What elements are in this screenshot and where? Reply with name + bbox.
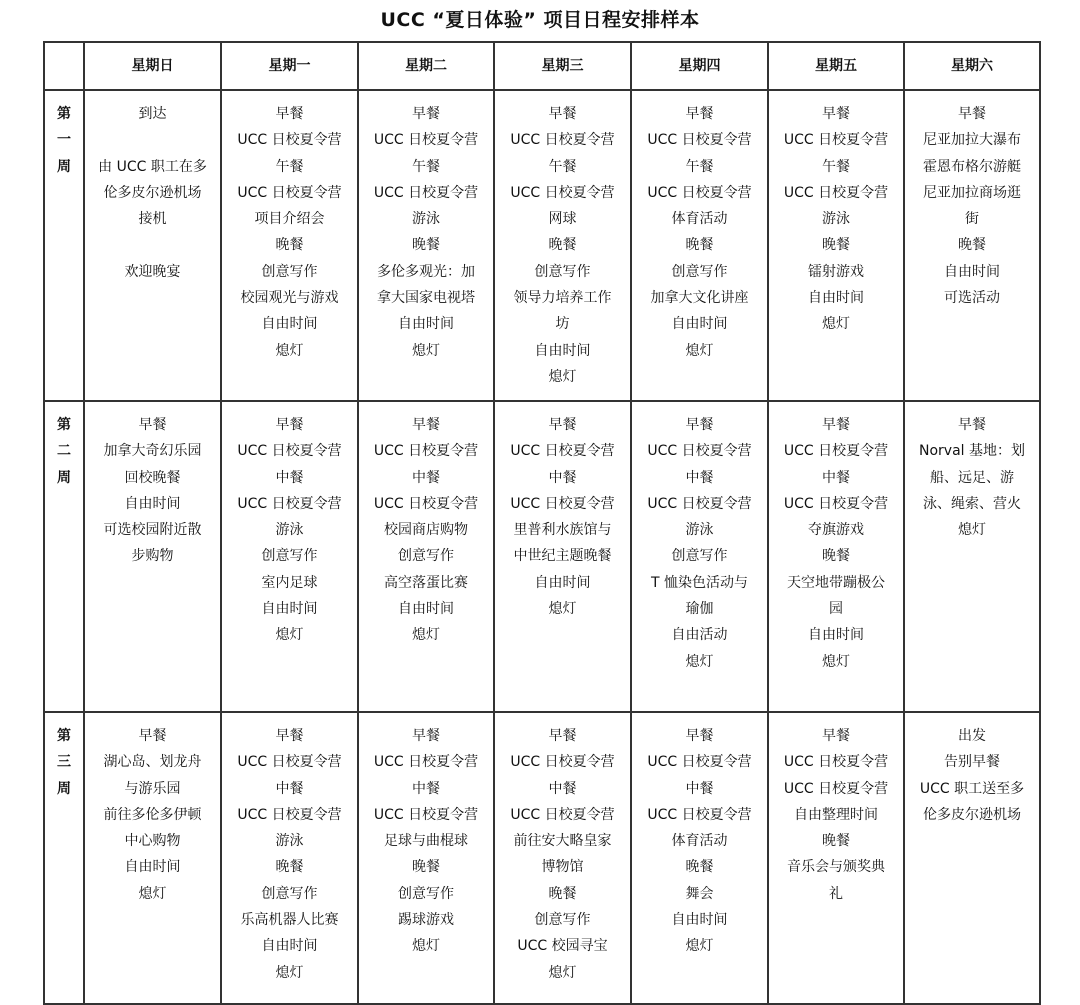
activity-list (769, 91, 903, 338)
activity-list (905, 402, 1039, 543)
week-label-char: 周 (57, 469, 71, 486)
schedule-cell-saturday (904, 712, 1040, 1004)
activity-line: UCC 日校夏令营 (647, 806, 752, 823)
activity-list (85, 713, 220, 907)
activity-line: 校园商店购物 (384, 522, 468, 539)
activity-line: UCC 日校夏令营 (783, 132, 889, 149)
week-label-char: 第 (57, 106, 71, 122)
activity-line: 步购物 (131, 548, 174, 565)
activity-line: 早餐 (138, 417, 167, 433)
week-label-char: 一 (57, 132, 71, 149)
activity-line (85, 232, 220, 258)
week-label (45, 91, 83, 180)
activity-line: 熄灯 (412, 342, 440, 359)
activity-line: 与游乐园 (124, 780, 181, 797)
schedule-cell-tuesday (358, 401, 494, 712)
activity-line: 早餐 (822, 728, 850, 744)
activity-line: UCC 日校夏令营 (510, 184, 615, 201)
schedule-cell-sunday (84, 712, 221, 1004)
schedule-cell-tuesday (358, 90, 494, 401)
header-corner-cell (44, 42, 84, 90)
activity-line: 晚餐 (958, 237, 986, 254)
week-label-cell (44, 90, 84, 401)
activity-line: 乐高机器人比赛 (240, 912, 339, 929)
activity-line: 自由时间 (671, 316, 728, 333)
schedule-cell-saturday (904, 401, 1040, 712)
activity-line: UCC 校园寻宝 (517, 938, 608, 955)
activity-line: 可选活动 (944, 290, 1000, 307)
activity-line: 早餐 (548, 417, 577, 433)
activity-list (495, 713, 630, 986)
schedule-table (43, 41, 1041, 1005)
week-row-2 (44, 401, 1040, 712)
activity-line: 早餐 (548, 728, 577, 744)
activity-line: 创意写作 (534, 263, 591, 280)
activity-line: 镭射游戏 (808, 263, 864, 280)
activity-line: 自由时间 (534, 342, 591, 359)
activity-line: Norval 基地：划 (919, 443, 1025, 460)
activity-line: 由 UCC 职工在多 (98, 158, 207, 175)
activity-line: 接机 (138, 211, 167, 228)
activity-line: 多伦多观光：加 (377, 263, 475, 280)
activity-line: 中餐 (685, 780, 714, 797)
activity-line: 晚餐 (822, 237, 850, 254)
activity-line: UCC 日校夏令营 (510, 806, 615, 823)
week-label-char: 三 (57, 754, 71, 771)
header-row (44, 42, 1040, 90)
week-label-cell (44, 401, 84, 712)
activity-line: 伦多皮尔逊机场 (923, 806, 1021, 823)
activity-line: 坊 (555, 316, 570, 333)
schedule-cell-friday (768, 712, 904, 1004)
activity-line: 游泳 (275, 833, 304, 850)
activity-line: 早餐 (275, 106, 304, 122)
schedule-cell-tuesday (358, 712, 494, 1004)
activity-line: 午餐 (548, 158, 577, 175)
header-saturday: 星期六 (904, 42, 1040, 90)
activity-line: UCC 日校夏令营 (373, 495, 479, 512)
activity-line: 到达 (138, 106, 167, 122)
activity-line: 创意写作 (261, 885, 318, 902)
activity-line: T 恤染色活动与 (650, 574, 748, 591)
activity-line: 自由活动 (671, 627, 728, 644)
schedule-cell-thursday (631, 712, 768, 1004)
activity-line: 午餐 (275, 158, 304, 175)
activity-list (359, 713, 493, 960)
schedule-cell-thursday (631, 90, 768, 401)
activity-line: UCC 日校夏令营 (783, 780, 889, 797)
activity-line: 晚餐 (685, 859, 714, 876)
schedule-cell-sunday (84, 401, 221, 712)
activity-line: 晚餐 (412, 237, 440, 254)
activity-line: 熄灯 (275, 627, 304, 644)
activity-list (769, 713, 903, 907)
activity-line: 晚餐 (685, 237, 714, 254)
activity-line: 领导力培养工作 (513, 290, 612, 307)
activity-list (495, 91, 630, 390)
activity-line: 自由时间 (398, 316, 454, 333)
activity-line: 熄灯 (685, 653, 714, 670)
activity-line: 晚餐 (822, 548, 850, 565)
activity-line: 船、远足、游 (930, 469, 1014, 486)
activity-line: 中餐 (275, 780, 304, 797)
activity-line: UCC 日校夏令营 (237, 132, 342, 149)
activity-line: UCC 日校夏令营 (647, 132, 752, 149)
activity-line: 熄灯 (548, 368, 577, 385)
week-label-char: 周 (57, 158, 71, 175)
activity-line: UCC 日校夏令营 (647, 443, 752, 460)
activity-line: 创意写作 (534, 912, 591, 929)
activity-list (85, 91, 220, 285)
week-label-cell (44, 712, 84, 1004)
activity-line: 创意写作 (671, 263, 728, 280)
activity-line: 早餐 (958, 106, 986, 122)
schedule-cell-wednesday (494, 401, 631, 712)
activity-line: 游泳 (412, 211, 440, 228)
activity-list (905, 713, 1039, 828)
activity-line: 里普利水族馆与 (513, 522, 612, 539)
activity-line: 晚餐 (822, 833, 850, 850)
week-label (45, 402, 83, 491)
activity-line: 熄灯 (548, 601, 577, 618)
activity-line: 霍恩布格尔游艇 (923, 158, 1021, 175)
activity-list (632, 91, 767, 364)
header-thursday: 星期四 (631, 42, 768, 90)
activity-line: 熄灯 (958, 522, 986, 539)
activity-line: 早餐 (275, 728, 304, 744)
activity-list (495, 402, 630, 622)
activity-line: 熄灯 (138, 885, 167, 902)
activity-line: 熄灯 (685, 938, 714, 955)
activity-line: 早餐 (822, 106, 850, 122)
activity-line: 回校晚餐 (124, 469, 181, 486)
activity-line: 中餐 (548, 469, 577, 486)
header-sunday: 星期日 (84, 42, 221, 90)
activity-line: 早餐 (412, 106, 440, 122)
activity-line: 创意写作 (261, 548, 318, 565)
activity-line: UCC 日校夏令营 (510, 132, 615, 149)
activity-line: 瑜伽 (685, 601, 714, 618)
activity-line: 午餐 (822, 158, 850, 175)
activity-line: 网球 (548, 211, 577, 228)
activity-line: 自由时间 (671, 912, 728, 929)
activity-line: 天空地带蹦极公 (787, 574, 885, 591)
activity-list (359, 91, 493, 364)
week-label-char: 第 (57, 417, 71, 433)
activity-line: 游泳 (685, 522, 714, 539)
activity-line: 尼亚加拉商场逛 (923, 184, 1021, 201)
activity-line: 早餐 (548, 106, 577, 122)
activity-line: UCC 日校夏令营 (783, 754, 889, 771)
activity-list (769, 402, 903, 675)
activity-line: 舞会 (685, 885, 714, 902)
activity-line: 早餐 (685, 106, 714, 122)
activity-line: 自由整理时间 (794, 806, 878, 823)
activity-line: 熄灯 (685, 342, 714, 359)
activity-line: 熄灯 (412, 627, 440, 644)
activity-line: UCC 日校夏令营 (783, 443, 889, 460)
activity-line: 自由时间 (944, 263, 1000, 280)
activity-line: 中餐 (685, 469, 714, 486)
activity-line: 泳、绳索、营火 (923, 495, 1021, 512)
activity-line: UCC 日校夏令营 (647, 754, 752, 771)
activity-line: 早餐 (412, 417, 440, 433)
activity-line: UCC 日校夏令营 (647, 184, 752, 201)
activity-line: 校园观光与游戏 (240, 290, 339, 307)
schedule-cell-sunday (84, 90, 221, 401)
activity-line: 自由时间 (534, 574, 591, 591)
document-title: UCC “夏日体验” 项目日程安排样本 (380, 9, 700, 31)
activity-line: 出发 (958, 728, 986, 744)
activity-line: 礼 (829, 885, 843, 902)
activity-line: 晚餐 (275, 859, 304, 876)
activity-line: 中餐 (822, 469, 850, 486)
schedule-cell-wednesday (494, 712, 631, 1004)
activity-line: 博物馆 (541, 859, 584, 876)
activity-line: 熄灯 (275, 964, 304, 981)
activity-line: 创意写作 (261, 263, 318, 280)
activity-list (222, 402, 357, 649)
schedule-cell-monday (221, 90, 358, 401)
schedule-cell-monday (221, 401, 358, 712)
activity-line: 早餐 (822, 417, 850, 433)
activity-line: 中心购物 (124, 833, 181, 850)
activity-line: UCC 职工送至多 (919, 780, 1025, 797)
activity-line: 熄灯 (548, 964, 577, 981)
activity-line: 加拿大文化讲座 (650, 290, 749, 307)
activity-line: UCC 日校夏令营 (373, 132, 479, 149)
activity-line: 早餐 (275, 417, 304, 433)
activity-line: 前往安大略皇家 (513, 833, 612, 850)
activity-line: 早餐 (138, 728, 167, 744)
activity-line: 尼亚加拉大瀑布 (923, 132, 1021, 149)
week-label-char: 第 (57, 728, 71, 744)
activity-line: 游泳 (822, 211, 850, 228)
activity-line: 早餐 (685, 728, 714, 744)
activity-line: UCC 日校夏令营 (647, 495, 752, 512)
activity-line: UCC 日校夏令营 (237, 184, 342, 201)
activity-line: 踢球游戏 (398, 912, 454, 929)
activity-line: 晚餐 (548, 237, 577, 254)
activity-line: UCC 日校夏令营 (373, 184, 479, 201)
activity-line: 创意写作 (398, 885, 454, 902)
activity-line: 创意写作 (398, 548, 454, 565)
activity-list (632, 402, 767, 675)
activity-list (632, 713, 767, 960)
activity-line: 熄灯 (822, 316, 850, 333)
schedule-cell-wednesday (494, 90, 631, 401)
activity-line: 晚餐 (548, 885, 577, 902)
week-label-char: 周 (57, 780, 71, 797)
activity-line: 自由时间 (808, 627, 864, 644)
activity-line: 午餐 (685, 158, 714, 175)
week-label-char: 二 (57, 443, 71, 460)
schedule-cell-friday (768, 90, 904, 401)
activity-line: 游泳 (275, 522, 304, 539)
activity-line: UCC 日校夏令营 (373, 754, 479, 771)
activity-line: UCC 日校夏令营 (237, 754, 342, 771)
activity-line: 早餐 (412, 728, 440, 744)
activity-line: 告别早餐 (944, 754, 1000, 771)
activity-line: 熄灯 (412, 938, 440, 955)
activity-line: 体育活动 (671, 833, 728, 850)
activity-list (85, 402, 220, 570)
schedule-cell-saturday (904, 90, 1040, 401)
activity-list (222, 91, 357, 364)
activity-line: 中餐 (412, 780, 440, 797)
activity-line: 加拿大奇幻乐园 (103, 443, 202, 460)
activity-line: 自由时间 (261, 938, 318, 955)
schedule-cell-thursday (631, 401, 768, 712)
activity-line: UCC 日校夏令营 (237, 443, 342, 460)
activity-line: 高空落蛋比赛 (384, 574, 468, 591)
activity-line: UCC 日校夏令营 (510, 443, 615, 460)
header-tuesday: 星期二 (358, 42, 494, 90)
activity-line: 中餐 (412, 469, 440, 486)
activity-line: 熄灯 (275, 342, 304, 359)
activity-list (905, 91, 1039, 311)
activity-line: 项目介绍会 (254, 211, 325, 228)
activity-line: 室内足球 (261, 574, 318, 591)
activity-line (85, 127, 220, 153)
activity-line: UCC 日校夏令营 (510, 495, 615, 512)
activity-line: UCC 日校夏令营 (237, 806, 342, 823)
activity-line: 前往多伦多伊顿 (103, 806, 202, 823)
schedule-cell-friday (768, 401, 904, 712)
activity-line: 自由时间 (124, 859, 181, 876)
activity-line: 街 (965, 211, 979, 228)
activity-line: 中世纪主题晚餐 (513, 548, 612, 565)
activity-line: 夺旗游戏 (808, 522, 864, 539)
activity-line: 熄灯 (822, 653, 850, 670)
activity-line: 中餐 (275, 469, 304, 486)
activity-line: 园 (829, 601, 843, 618)
activity-line: 伦多皮尔逊机场 (103, 184, 202, 201)
header-friday: 星期五 (768, 42, 904, 90)
week-label (45, 713, 83, 802)
header-monday: 星期一 (221, 42, 358, 90)
activity-line: 早餐 (958, 417, 986, 433)
activity-line: 创意写作 (671, 548, 728, 565)
activity-line: UCC 日校夏令营 (783, 495, 889, 512)
activity-line: 自由时间 (808, 290, 864, 307)
activity-line: UCC 日校夏令营 (237, 495, 342, 512)
activity-line: 午餐 (412, 158, 440, 175)
activity-line: 欢迎晚宴 (124, 263, 181, 280)
activity-line: UCC 日校夏令营 (510, 754, 615, 771)
activity-line: 自由时间 (398, 601, 454, 618)
activity-line: 自由时间 (261, 316, 318, 333)
schedule-body (44, 42, 1040, 1004)
activity-line: 足球与曲棍球 (384, 833, 468, 850)
activity-line: 中餐 (548, 780, 577, 797)
activity-line: 自由时间 (261, 601, 318, 618)
header-wednesday: 星期三 (494, 42, 631, 90)
activity-line: 音乐会与颁奖典 (787, 859, 885, 876)
activity-line: UCC 日校夏令营 (373, 443, 479, 460)
activity-list (359, 402, 493, 649)
activity-line: 自由时间 (124, 495, 181, 512)
week-row-1 (44, 90, 1040, 401)
activity-line: UCC 日校夏令营 (373, 806, 479, 823)
activity-list (222, 713, 357, 986)
week-row-3 (44, 712, 1040, 1004)
activity-line: UCC 日校夏令营 (783, 184, 889, 201)
activity-line: 体育活动 (671, 211, 728, 228)
schedule-cell-monday (221, 712, 358, 1004)
activity-line: 晚餐 (412, 859, 440, 876)
activity-line: 拿大国家电视塔 (377, 290, 475, 307)
activity-line: 晚餐 (275, 237, 304, 254)
activity-line: 可选校园附近散 (103, 522, 202, 539)
activity-line: 早餐 (685, 417, 714, 433)
activity-line: 湖心岛、划龙舟 (103, 754, 202, 771)
